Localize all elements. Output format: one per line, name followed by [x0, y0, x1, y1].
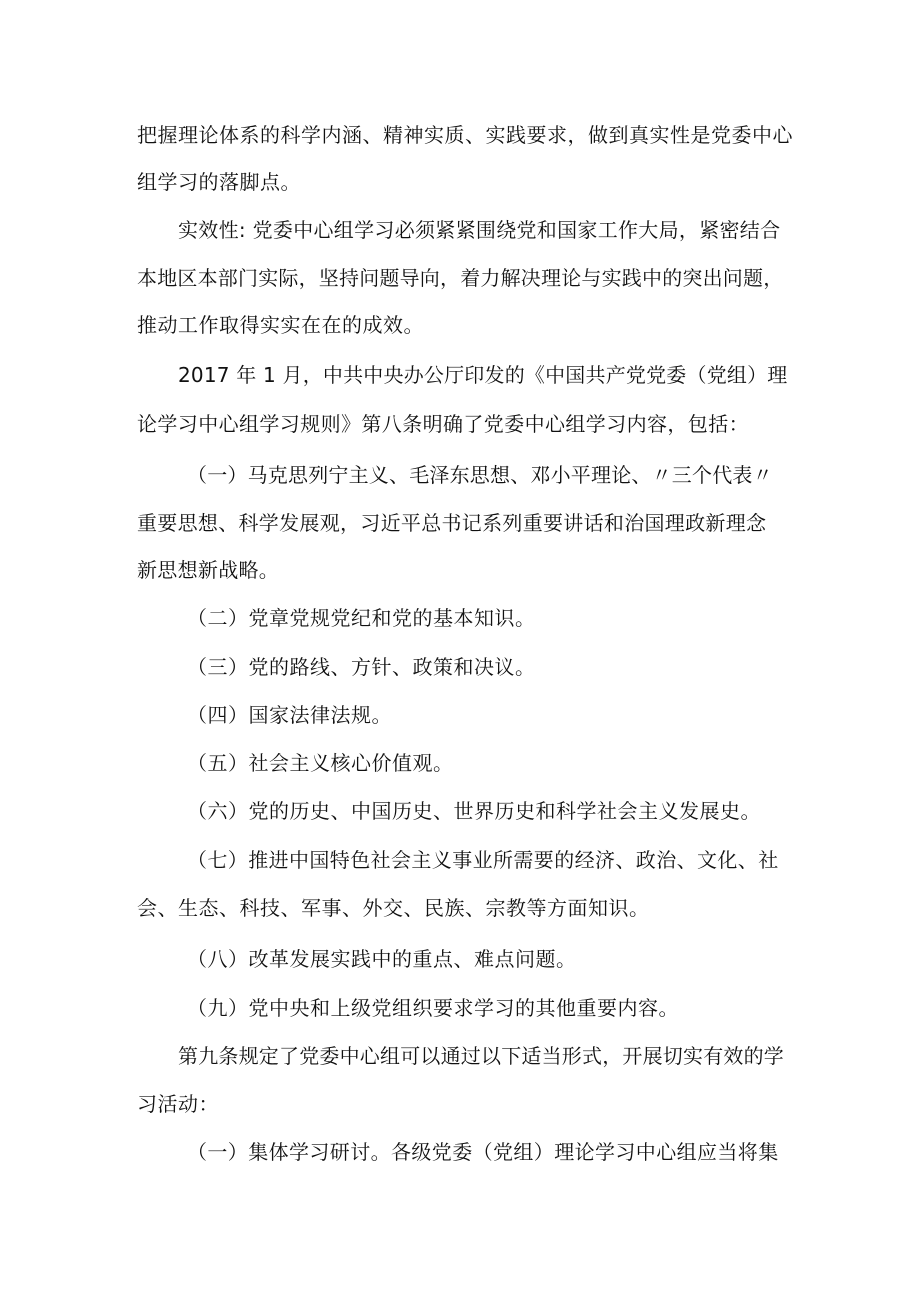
text-line: 会、生态、科技、军事、外交、民族、宗教等方面知识。 — [137, 896, 650, 920]
list-item: （二）党章党规党纪和党的基本知识。 — [187, 606, 536, 630]
list-item: （三）党的路线、方针、政策和决议。 — [187, 655, 536, 679]
text-line: 习活动： — [137, 1092, 219, 1116]
text-line: 论学习中心组学习规则》第八条明确了党委中心组学习内容，包括： — [137, 412, 749, 436]
list-item: （六）党的历史、中国历史、世界历史和科学社会主义发展史。 — [187, 799, 761, 823]
text-line: 第九条规定了党委中心组可以通过以下适当形式，开展切实有效的学 — [178, 1044, 784, 1068]
list-item: （一）马克思列宁主义、毛泽东思想、邓小平理论、〃三个代表〃 — [187, 463, 773, 487]
list-item: （七）推进中国特色社会主义事业所需要的经济、政治、文化、社 — [187, 848, 779, 872]
text-line: 新思想新战略。 — [137, 558, 280, 582]
text-line: 实效性: 党委中心组学习必须紧紧围绕党和国家工作大局，紧密结合 — [178, 218, 781, 242]
text-line: 2017 年 1 月，中共中央办公厅印发的《中国共产党党委（党组）理 — [178, 363, 788, 387]
list-item: （一）集体学习研讨。各级党委（党组）理论学习中心组应当将集 — [187, 1140, 779, 1164]
text-line: 本地区本部门实际，坚持问题导向，着力解决理论与实践中的突出问题， — [137, 266, 784, 290]
list-item: （八）改革发展实践中的重点、难点问题。 — [187, 947, 577, 971]
text-line: 推动工作取得实实在在的成效。 — [137, 313, 424, 337]
text-line: 把握理论体系的科学内涵、精神实质、实践要求，做到真实性是党委中心 — [137, 123, 793, 147]
list-item: （九）党中央和上级党组织要求学习的其他重要内容。 — [187, 996, 679, 1020]
text-line: 重要思想、科学发展观，习近平总书记系列重要讲话和治国理政新理念 — [137, 511, 767, 535]
list-item: （五）社会主义核心价值观。 — [187, 751, 454, 775]
text-line: 组学习的落脚点。 — [137, 170, 301, 194]
list-item: （四）国家法律法规。 — [187, 703, 392, 727]
